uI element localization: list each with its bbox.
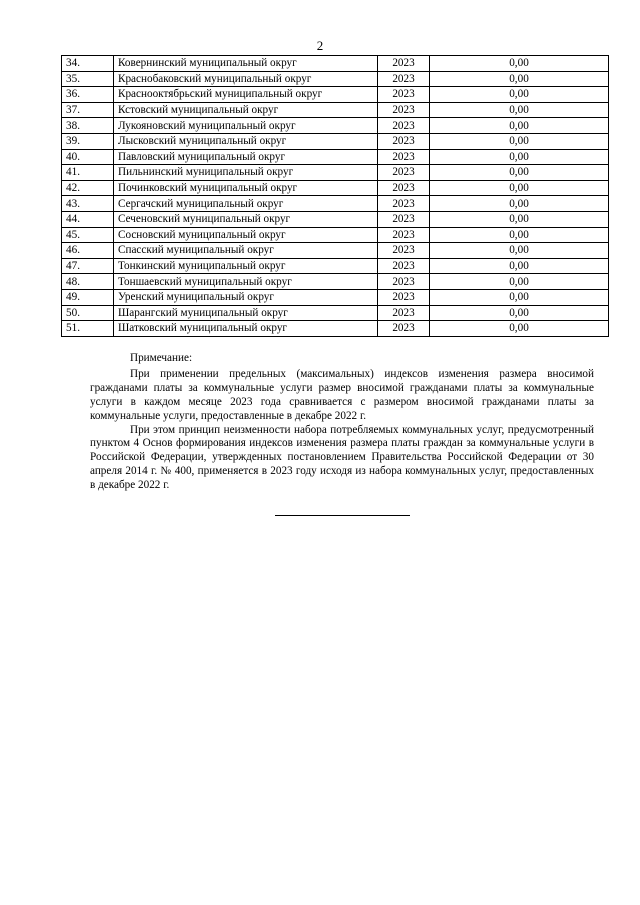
row-number: 48.: [62, 274, 114, 290]
row-value: 0,00: [430, 133, 609, 149]
municipality-name: Сосновский муниципальный округ: [114, 227, 378, 243]
row-number: 44.: [62, 211, 114, 227]
row-value: 0,00: [430, 211, 609, 227]
row-number: 46.: [62, 243, 114, 259]
row-year: 2023: [378, 87, 430, 103]
table-body: [62, 56, 609, 337]
table-row: [62, 87, 609, 103]
table-row: [62, 133, 609, 149]
row-year: 2023: [378, 227, 430, 243]
closing-line-divider: [275, 515, 410, 516]
municipality-name: Уренский муниципальный округ: [114, 289, 378, 305]
row-value: 0,00: [430, 196, 609, 212]
table-row: [62, 71, 609, 87]
table-row: [62, 321, 609, 337]
row-number: 37.: [62, 102, 114, 118]
row-value: 0,00: [430, 118, 609, 134]
row-number: 49.: [62, 289, 114, 305]
row-number: 35.: [62, 71, 114, 87]
row-year: 2023: [378, 321, 430, 337]
row-value: 0,00: [430, 180, 609, 196]
note-title: Примечание:: [130, 352, 193, 364]
municipality-name: Лысковский муниципальный округ: [114, 133, 378, 149]
row-year: 2023: [378, 258, 430, 274]
municipality-name: Краснобаковский муниципальный округ: [114, 71, 378, 87]
row-year: 2023: [378, 56, 430, 72]
row-number: 45.: [62, 227, 114, 243]
row-value: 0,00: [430, 305, 609, 321]
municipality-name: Ковернинский муниципальный округ: [114, 56, 378, 72]
table-row: [62, 227, 609, 243]
municipality-name: Тонкинский муниципальный округ: [114, 258, 378, 274]
row-year: 2023: [378, 196, 430, 212]
row-year: 2023: [378, 133, 430, 149]
table-row: [62, 211, 609, 227]
municipality-name: Сеченовский муниципальный округ: [114, 211, 378, 227]
row-number: 42.: [62, 180, 114, 196]
row-number: 43.: [62, 196, 114, 212]
row-value: 0,00: [430, 274, 609, 290]
row-value: 0,00: [430, 321, 609, 337]
row-value: 0,00: [430, 289, 609, 305]
row-year: 2023: [378, 289, 430, 305]
municipality-name: Краснооктябрьский муниципальный округ: [114, 87, 378, 103]
row-year: 2023: [378, 71, 430, 87]
note-paragraph-2: При этом принцип неизменности набора потребляемых коммунальных услуг, предусмотренный пунктом 4 Основ формирования индексов изменения размера платы граждан за коммунальные услуги в Российской Федерации, утвержденных постановлением Правительства Российской Федерации от 30 апреля 2014 г. № 400, применяется в 2023 году исходя из набора коммунальных услуг, предоставленных в декабре 2022 г.: [90, 423, 594, 492]
table-row: [62, 165, 609, 181]
table-row: [62, 258, 609, 274]
row-value: 0,00: [430, 165, 609, 181]
table-row: [62, 243, 609, 259]
table-row: [62, 289, 609, 305]
table-row: [62, 102, 609, 118]
municipality-name: Тоншаевский муниципальный округ: [114, 274, 378, 290]
table-row: [62, 274, 609, 290]
row-number: 39.: [62, 133, 114, 149]
row-value: 0,00: [430, 243, 609, 259]
row-value: 0,00: [430, 87, 609, 103]
municipality-name: Кстовский муниципальный округ: [114, 102, 378, 118]
municipality-name: Павловский муниципальный округ: [114, 149, 378, 165]
row-year: 2023: [378, 243, 430, 259]
municipality-name: Спасский муниципальный округ: [114, 243, 378, 259]
row-value: 0,00: [430, 149, 609, 165]
municipality-name: Шатковский муниципальный округ: [114, 321, 378, 337]
table-row: [62, 180, 609, 196]
municipal-index-table: [61, 55, 609, 337]
row-number: 47.: [62, 258, 114, 274]
row-number: 34.: [62, 56, 114, 72]
municipality-name: Лукояновский муниципальный округ: [114, 118, 378, 134]
row-year: 2023: [378, 211, 430, 227]
row-number: 41.: [62, 165, 114, 181]
row-number: 50.: [62, 305, 114, 321]
note-paragraph-1: При применении предельных (максимальных) индексов изменения размера вносимой гражданами платы за коммунальные услуги размер вносимой гражданами платы за коммунальные услуги в каждом месяце 2023 года сравнивается с размером вносимой гражданами платы за коммунальные услуги, предоставленные в декабре 2022 г.: [90, 367, 594, 422]
row-year: 2023: [378, 274, 430, 290]
table-row: [62, 56, 609, 72]
table-row: [62, 196, 609, 212]
row-number: 36.: [62, 87, 114, 103]
municipality-name: Починковский муниципальный округ: [114, 180, 378, 196]
row-value: 0,00: [430, 227, 609, 243]
row-value: 0,00: [430, 71, 609, 87]
row-value: 0,00: [430, 258, 609, 274]
row-number: 51.: [62, 321, 114, 337]
page-number: 2: [316, 38, 324, 53]
row-year: 2023: [378, 118, 430, 134]
municipality-name: Пильнинский муниципальный округ: [114, 165, 378, 181]
row-year: 2023: [378, 149, 430, 165]
row-year: 2023: [378, 305, 430, 321]
row-year: 2023: [378, 102, 430, 118]
municipality-name: Шарангский муниципальный округ: [114, 305, 378, 321]
municipality-name: Сергачский муниципальный округ: [114, 196, 378, 212]
row-year: 2023: [378, 165, 430, 181]
note-section: [90, 352, 594, 493]
row-value: 0,00: [430, 56, 609, 72]
row-number: 40.: [62, 149, 114, 165]
row-value: 0,00: [430, 102, 609, 118]
table-row: [62, 149, 609, 165]
row-year: 2023: [378, 180, 430, 196]
table-row: [62, 305, 609, 321]
row-number: 38.: [62, 118, 114, 134]
table-row: [62, 118, 609, 134]
